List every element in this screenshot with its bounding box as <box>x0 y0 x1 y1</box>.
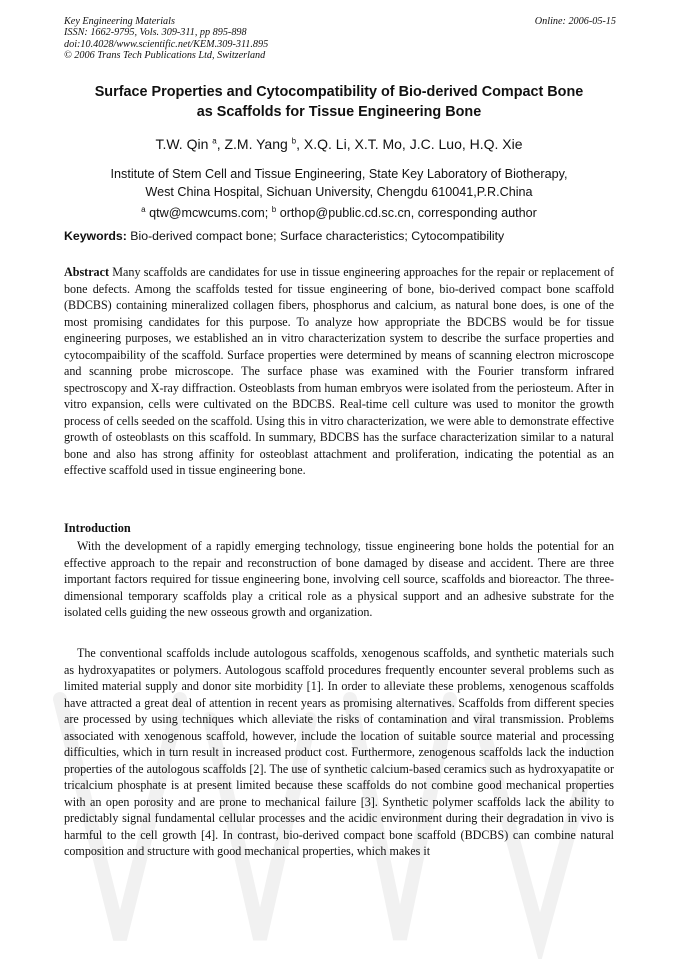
email-line <box>40 201 638 222</box>
journal-header <box>64 16 616 61</box>
email-b[interactable]: orthop@public.cd.sc.cn, corresponding author <box>279 206 537 221</box>
title-line-1: Surface Properties and Cytocompatibility of Bio-derived Compact Bone <box>94 84 584 100</box>
author-text-1: T.W. Qin <box>155 136 213 152</box>
email-a[interactable]: qtw@mcwcums.com; <box>149 206 272 221</box>
abstract <box>64 264 614 479</box>
journal-name: Key Engineering Materials <box>64 16 175 27</box>
abstract-label: Abstract <box>64 265 110 279</box>
keywords-text: Bio-derived compact bone; Surface characteristics; Cytocompatibility <box>126 229 505 243</box>
title-line-2: as Scaffolds for Tissue Engineering Bone <box>196 104 482 120</box>
keywords-label: Keywords: <box>64 229 127 243</box>
online-date: Online: 2006-05-15 <box>534 16 616 27</box>
affiliation-line-1: Institute of Stem Cell and Tissue Engineering, State Key Laboratory of Biotherapy, <box>110 167 568 181</box>
author-text-2: , Z.M. Yang <box>216 136 292 152</box>
abstract-text: Many scaffolds are candidates for use in tissue engineering approaches for the repair or replacement of bone defects. Among the scaffolds tested for tissue engineering of bone, bio-derived compact bone scaffold (BDCBS) containing mineralized collagen fibers, phosphorus and calcium, as natural bone does, is one of the most promising candidates for this purpose. To analyze how appropriate the BDCBS would be for tissue engineering purposes, we established an in vitro characterization system to describe the surface properties and cytocompaibility of the scaffold. Surface properties were determined by means of scanning electron microscope and scanning probe microscope. The surface phase was examined with the Fourier transform infrared spectroscopy and X-ray diffraction. Osteoblasts from human embryos were isolated from the periosteum. After in vitro expansion, cells were cultivated on the BDCBS. Real-time cell culture was used to monitor the growth process of cells seeded on the scaffold. Using this in vitro characterization, we were able to demonstrate effective growth of osteoblasts on this scaffold. In summary, BDCBS has the surface characterization similar to a natural bone and also has strong affinity for osteoblast attachment and proliferation, indicating the potential as an effective scaffold used in tissue engineering bone. <box>64 265 614 477</box>
author-list <box>40 136 638 152</box>
copyright: © 2006 Trans Tech Publications Ltd, Switzerland <box>64 49 266 61</box>
email-sup-b: b <box>271 205 277 214</box>
introduction-paragraph-1: With the development of a rapidly emerging technology, tissue engineering bone holds the potential for an effective approach to the repair and reconstruction of bone damaged by disease and accident. There are three important factors required for tissue engineering bone, involving cell source, scaffolds and bioreactor. The three-dimensional temporary scaffolds play a critical role as a physical support and an adhesive substrate for the isolated cells guiding the new osseous growth and organization. <box>64 539 614 619</box>
author-sup-a: a <box>212 136 217 146</box>
paper-title <box>40 82 638 122</box>
introduction-heading: Introduction <box>64 521 131 535</box>
author-text-3: , X.Q. Li, X.T. Mo, J.C. Luo, H.Q. Xie <box>296 136 523 152</box>
affiliation <box>40 165 638 222</box>
introduction-paragraph-2: The conventional scaffolds include autologous scaffolds, xenogenous scaffolds, and synthetic materials such as hydroxyapatites or polymers. Autologous scaffold procedures frequently encounter several problems such as limited material supply and donor site morbidity [1]. In order to alleviate these problems, xenogenous scaffolds have attracted a great deal of attention in recent years as promising alternatives. Scaffolds from different species are processed by using techniques which alleviate the risks of contamination and viral transmission. Problems associated with xenogenous scaffold, however, include the location of suitable source material and processing difficulties, which in turn result in increased product cost. Furthermore, zenogenous scaffolds lack the induction properties of the autologous scaffolds [2]. The use of synthetic calcium-based ceramics such as hydroxyapatite or tricalcium phosphate is at present limited because these scaffolds do not combine good mechanical properties with an open porosity and are prone to mechanical failure [3]. Synthetic polymer scaffolds lack the ability to predictably signal fundamental cellular processes and the acidic environment during their degradation in vivo is harmful to the cell growth [4]. In contrast, bio-derived compact bone scaffold (BDCBS) can combine natural composition and structure with good mechanical properties, which makes it <box>64 646 614 858</box>
affiliation-line-2: West China Hospital, Sichuan University, Chengdu 610041,P.R.China <box>145 185 533 199</box>
email-sup-a: a <box>141 205 146 214</box>
issn: ISSN: 1662-9795, Vols. 309-311, pp 895-898 <box>64 27 247 39</box>
doi[interactable]: doi:10.4028/www.scientific.net/KEM.309-311.895 <box>64 38 269 50</box>
author-sup-b: b <box>291 136 297 146</box>
keywords <box>64 229 624 243</box>
